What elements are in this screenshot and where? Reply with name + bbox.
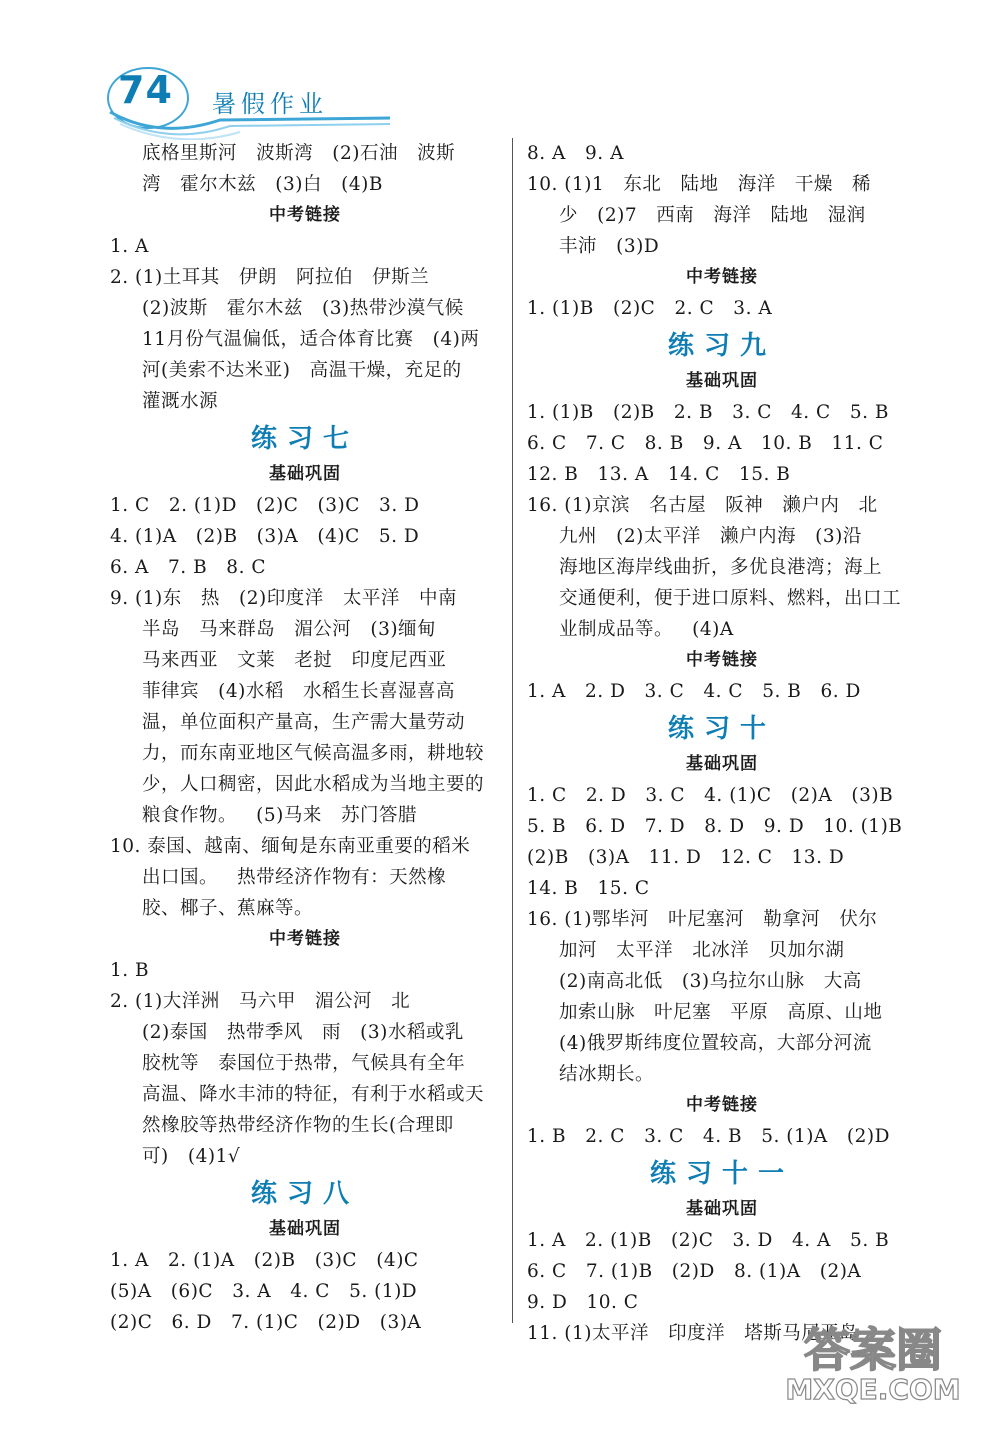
answer-line: 1. B 2. C 3. C 4. B 5. (1)A (2)D	[527, 1126, 890, 1147]
page-number: 74	[118, 68, 173, 112]
answer-line: 5. B 6. D 7. D 8. D 9. D 10. (1)B	[527, 816, 903, 837]
answer-line: 11月份气温偏低，适合体育比赛 (4)两	[142, 329, 480, 350]
subsection-heading: 基础巩固	[686, 1199, 758, 1219]
answer-line: 粮食作物。 (5)马来 苏门答腊	[142, 805, 417, 826]
answer-line: 力，而东南亚地区气候高温多雨，耕地较	[142, 743, 485, 764]
answer-line: 胶、椰子、蕉麻等。	[142, 898, 314, 919]
answer-line: 丰沛 (3)D	[559, 236, 660, 257]
column-divider	[512, 138, 513, 1323]
answer-line: 少 (2)7 西南 海洋 陆地 湿润	[559, 205, 866, 226]
answer-line: 2. (1)大洋洲 马六甲 湄公河 北	[110, 991, 411, 1012]
answer-line: 1. (1)B (2)B 2. B 3. C 4. C 5. B	[527, 402, 889, 423]
answer-line: 湾 霍尔木兹 (3)白 (4)B	[142, 174, 383, 195]
answer-line: 出口国。 热带经济作物有：天然橡	[142, 867, 447, 888]
subsection-heading: 基础巩固	[269, 1219, 341, 1239]
subsection-heading: 中考链接	[686, 650, 758, 670]
answer-line: 1. C 2. (1)D (2)C (3)C 3. D	[110, 495, 420, 516]
answer-line: 1. A 2. D 3. C 4. C 5. B 6. D	[527, 681, 861, 702]
answer-line: 11. (1)太平洋 印度洋 塔斯马尼亚岛	[527, 1323, 859, 1344]
answer-line: 1. A 2. (1)A (2)B (3)C (4)C	[110, 1250, 419, 1271]
answer-line: 少，人口稠密，因此水稻成为当地主要的	[142, 774, 485, 795]
answer-line: 6. C 7. (1)B (2)D 8. (1)A (2)A	[527, 1261, 862, 1282]
answer-line: 6. A 7. B 8. C	[110, 557, 266, 578]
svg-text:MXQE.COM: MXQE.COM	[785, 1373, 961, 1406]
answer-line: 加索山脉 叶尼塞 平原 高原、山地	[559, 1002, 883, 1023]
answer-line: 1. C 2. D 3. C 4. (1)C (2)A (3)B	[527, 785, 894, 806]
answer-line: 1. B	[110, 960, 150, 981]
subsection-heading: 中考链接	[269, 929, 341, 949]
answer-line: 菲律宾 (4)水稻 水稻生长喜湿喜高	[142, 681, 455, 702]
answer-line: 然橡胶等热带经济作物的生长(合理即	[142, 1115, 454, 1136]
header-title: 暑假作业	[212, 90, 328, 118]
section-title: 练习九	[667, 331, 776, 361]
page-header	[100, 60, 400, 140]
subsection-heading: 中考链接	[269, 205, 341, 225]
answer-line: 马来西亚 文莱 老挝 印度尼西亚	[142, 650, 447, 671]
answer-line: (2)B (3)A 11. D 12. C 13. D	[527, 847, 845, 868]
answer-line: 1. A 2. (1)B (2)C 3. D 4. A 5. B	[527, 1230, 890, 1251]
answer-line: (2)南高北低 (3)乌拉尔山脉 大高	[559, 971, 862, 992]
answer-line: 业制成品等。 (4)A	[559, 619, 734, 640]
section-title: 练习十一	[649, 1159, 794, 1189]
answer-line: 4. (1)A (2)B (3)A (4)C 5. D	[110, 526, 420, 547]
answer-line: 12. B 13. A 14. C 15. B	[527, 464, 791, 485]
answer-line: (5)A (6)C 3. A 4. C 5. (1)D	[110, 1281, 418, 1302]
svg-text:答案圈: 答案圈	[804, 1323, 942, 1377]
answer-line: 胶枕等 泰国位于热带，气候具有全年	[142, 1053, 466, 1074]
subsection-heading: 中考链接	[686, 267, 758, 287]
subsection-heading: 基础巩固	[686, 371, 758, 391]
answer-line: 结冰期长。	[559, 1064, 655, 1085]
section-title: 练习八	[250, 1179, 359, 1209]
answer-line: (4)俄罗斯纬度位置较高，大部分河流	[559, 1033, 872, 1054]
answer-line: 6. C 7. C 8. B 9. A 10. B 11. C	[527, 433, 884, 454]
section-title: 练习十	[667, 714, 776, 744]
answer-line: 10. (1)1 东北 陆地 海洋 干燥 稀	[527, 174, 871, 195]
answer-line: 底格里斯河 波斯湾 (2)石油 波斯	[142, 143, 456, 164]
answer-line: 8. A 9. A	[527, 143, 624, 164]
answer-line: 灌溉水源	[142, 391, 219, 412]
answer-line: (2)波斯 霍尔木兹 (3)热带沙漠气候	[142, 298, 464, 319]
answer-line: 1. A	[110, 236, 149, 257]
answer-line: 10. 泰国、越南、缅甸是东南亚重要的稻米	[110, 836, 471, 857]
answer-line: 高温、降水丰沛的特征，有利于水稻或天	[142, 1084, 485, 1105]
answer-line: 加河 太平洋 北冰洋 贝加尔湖	[559, 940, 845, 961]
left-column	[110, 138, 500, 1338]
answer-line: 可) (4)1√	[142, 1146, 241, 1167]
answer-line: 1. (1)B (2)C 2. C 3. A	[527, 298, 773, 319]
answer-line: (2)泰国 热带季风 雨 (3)水稻或乳	[142, 1022, 464, 1043]
answer-line: 16. (1)京滨 名古屋 阪神 濑户内 北	[527, 495, 878, 516]
answer-line: 9. (1)东 热 (2)印度洋 太平洋 中南	[110, 588, 458, 609]
right-column	[527, 138, 917, 1349]
answer-line: 2. (1)土耳其 伊朗 阿拉伯 伊斯兰	[110, 267, 430, 288]
answer-line: (2)C 6. D 7. (1)C (2)D (3)A	[110, 1312, 422, 1333]
section-title: 练习七	[250, 424, 359, 454]
subsection-heading: 基础巩固	[269, 464, 341, 484]
answer-line: 温，单位面积产量高，生产需大量劳动	[142, 712, 466, 733]
watermark-logo	[768, 1311, 978, 1411]
answer-line: 16. (1)鄂毕河 叶尼塞河 勒拿河 伏尔	[527, 909, 878, 930]
answer-line: 半岛 马来群岛 湄公河 (3)缅甸	[142, 619, 437, 640]
answer-line: 河(美索不达米亚) 高温干燥，充足的	[142, 360, 462, 381]
subsection-heading: 基础巩固	[686, 754, 758, 774]
answer-line: 交通便利，便于进口原料、燃料，出口工	[559, 588, 902, 609]
answer-line: 海地区海岸线曲折，多优良港湾；海上	[559, 557, 883, 578]
answer-line: 9. D 10. C	[527, 1292, 639, 1313]
answer-line: 14. B 15. C	[527, 878, 650, 899]
subsection-heading: 中考链接	[686, 1095, 758, 1115]
answer-line: 九州 (2)太平洋 濑户内海 (3)沿	[559, 526, 862, 547]
